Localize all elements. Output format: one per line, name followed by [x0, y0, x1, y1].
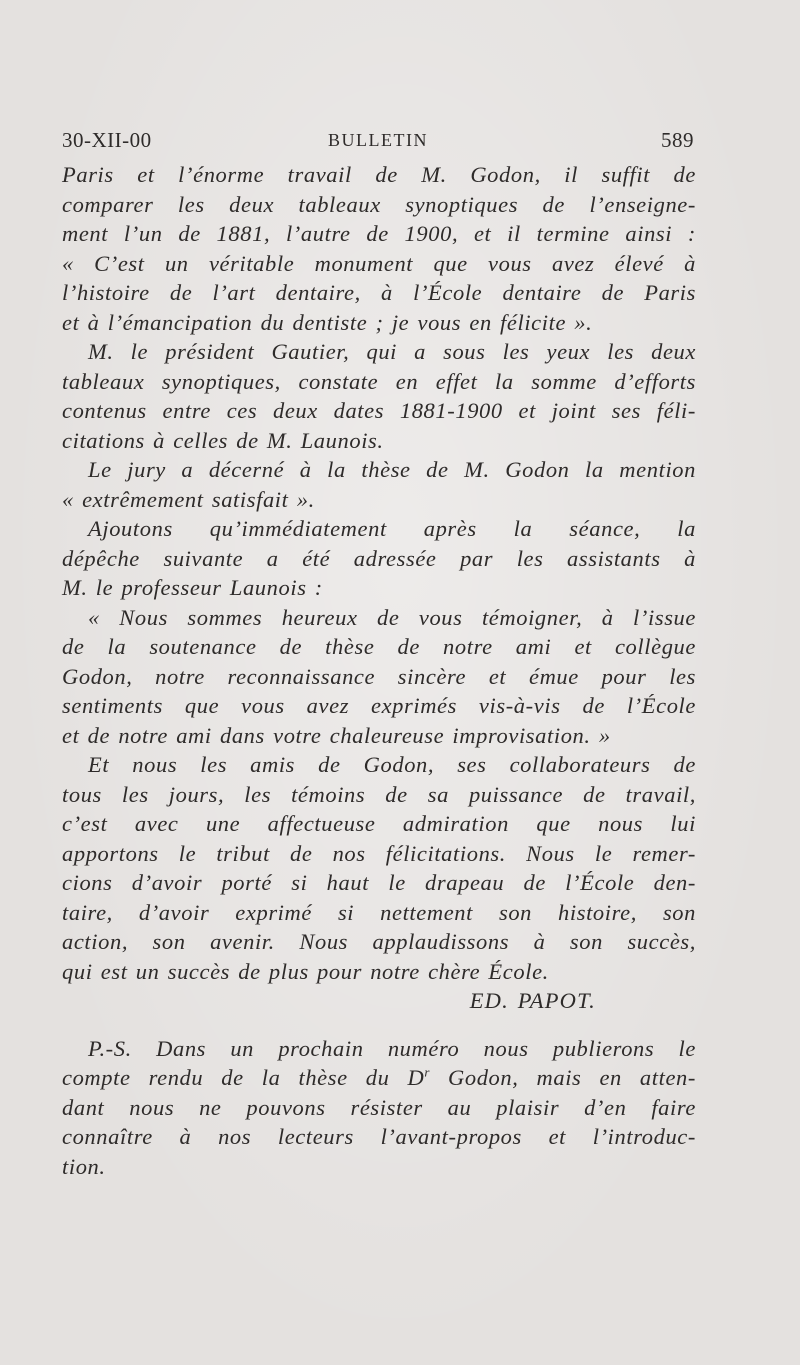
signature: ED. PAPOT.: [469, 988, 596, 1013]
text-line: et de notre ami dans votre chaleureuse improvisation. »: [62, 722, 611, 748]
text-line: tableaux synoptiques, constate en effet la somme d’efforts: [62, 368, 696, 394]
text-line: « extrêmement satisfait ».: [62, 486, 315, 512]
text-line: « Nous sommes heureux de vous témoigner, à l’issue: [88, 604, 696, 630]
article-body: [62, 160, 696, 1181]
text-line: Paris et l’énorme travail de M. Godon, il suffit de: [62, 162, 696, 187]
paragraph-gap: [62, 1016, 696, 1034]
text-line: citations à celles de M. Launois.: [62, 427, 384, 453]
text-line: de la soutenance de thèse de notre ami et collègue: [62, 634, 696, 659]
postscript-line: P.-S. Dans un prochain numéro nous publierons le: [88, 1035, 696, 1061]
text-line: cions d’avoir porté si haut le drapeau de l’École den-: [62, 870, 696, 895]
text-line: « C’est un véritable monument que vous avez élevé à: [62, 250, 696, 276]
text-line: dépêche suivante a été adressée par les assistants à: [62, 545, 696, 571]
text-line: sentiments que vous avez exprimés vis-à-vis de l’École: [62, 693, 696, 718]
postscript-line: [62, 1063, 696, 1093]
text-line: et à l’émancipation du dentiste ; je vous en félicite ».: [62, 309, 593, 335]
text-line: Godon, notre reconnaissance sincère et émue pour les: [62, 663, 696, 689]
text-line: contenus entre ces deux dates 1881-1900 et joint ses féli-: [62, 398, 696, 423]
text-line: comparer les deux tableaux synoptiques de l’enseigne-: [62, 191, 696, 217]
text-line: l’histoire de l’art dentaire, à l’École dentaire de Paris: [62, 280, 696, 305]
postscript-line: dant nous ne pouvons résister au plaisir d’en faire: [62, 1094, 696, 1120]
text-line: ment l’un de 1881, l’autre de 1900, et il termine ainsi :: [62, 221, 696, 246]
superscript: r: [424, 1064, 430, 1080]
header-title: BULLETIN: [328, 130, 428, 150]
postscript-text: compte rendu de la thèse du D: [62, 1065, 425, 1090]
running-header: [62, 128, 694, 156]
text-line: tous les jours, les témoins de sa puissance de travail,: [62, 781, 696, 807]
header-date: 30-XII-00: [62, 128, 152, 152]
page-number: 589: [661, 128, 694, 152]
text-line: qui est un succès de plus pour notre chère École.: [62, 958, 549, 984]
text-line: Ajoutons qu’immédiatement après la séance, la: [88, 516, 696, 541]
text-line: apportons le tribut de nos félicitations. Nous le remer-: [62, 840, 696, 866]
text-line: M. le président Gautier, qui a sous les yeux les deux: [88, 339, 696, 364]
text-line: Et nous les amis de Godon, ses collaborateurs de: [88, 752, 696, 777]
text-line: Le jury a décerné à la thèse de M. Godon la mention: [88, 457, 696, 482]
text-line: M. le professeur Launois :: [62, 575, 323, 600]
text-line: c’est avec une affectueuse admiration que nous lui: [62, 811, 696, 836]
postscript-text: Godon, mais en atten-: [429, 1065, 696, 1090]
text-line: taire, d’avoir exprimé si nettement son histoire, son: [62, 899, 696, 925]
postscript-line: connaître à nos lecteurs l’avant-propos et l’introduc-: [62, 1124, 696, 1149]
postscript-line: tion.: [62, 1153, 106, 1179]
text-line: action, son avenir. Nous applaudissons à son succès,: [62, 929, 696, 954]
